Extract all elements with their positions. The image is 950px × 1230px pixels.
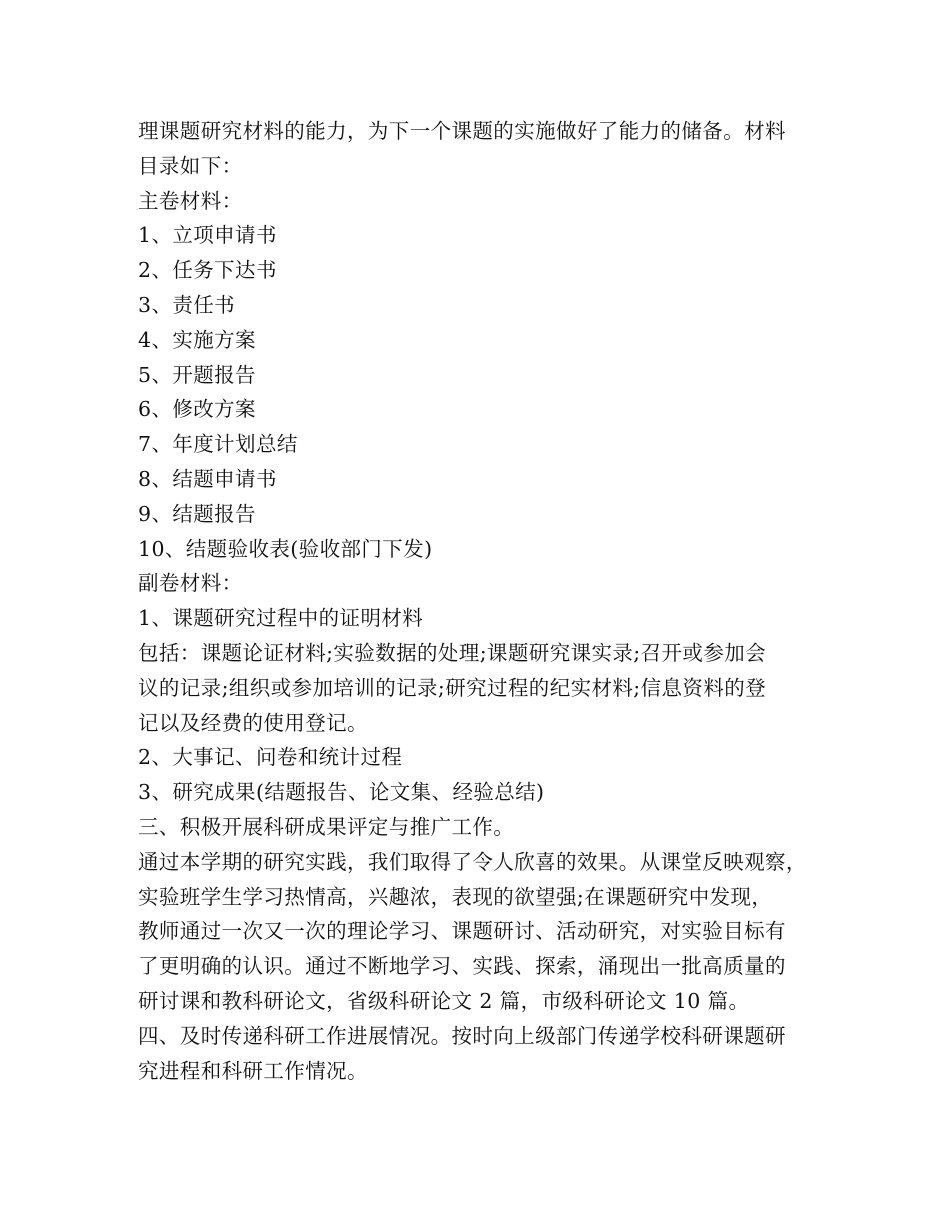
paragraph-line: 目录如下： — [138, 153, 243, 178]
section-heading: 四、及时传递科研工作进展情况。按时向上级部门传递学校科研课题研 — [138, 1023, 786, 1048]
list-item: 2、大事记、问卷和统计过程 — [138, 745, 403, 770]
paragraph-line: 议的记录;组织或参加培训的记录;研究过程的纪实材料;信息资料的登 — [138, 675, 767, 700]
list-item: 1、立项申请书 — [138, 223, 277, 248]
list-item: 3、研究成果(结题报告、论文集、经验总结) — [138, 780, 545, 805]
paragraph-line: 通过本学期的研究实践，我们取得了令人欣喜的效果。从课堂反映观察， — [138, 849, 807, 874]
paragraph-line: 研讨课和教科研论文，省级科研论文 2 篇，市级科研论文 10 篇。 — [138, 988, 750, 1013]
paragraph-line: 理课题研究材料的能力，为下一个课题的实施做好了能力的储备。材料 — [138, 119, 786, 143]
list-item: 6、修改方案 — [138, 397, 256, 422]
paragraph-line: 实验班学生学习热情高，兴趣浓，表现的欲望强;在课题研究中发现， — [138, 884, 773, 909]
paragraph-line: 包括：课题论证材料;实验数据的处理;课题研究课实录;召开或参加会 — [138, 640, 767, 665]
list-item: 8、结题申请书 — [138, 466, 277, 491]
paragraph-line: 究进程和科研工作情况。 — [138, 1058, 368, 1083]
section-heading: 副卷材料： — [138, 571, 243, 596]
list-item: 5、开题报告 — [138, 362, 256, 387]
list-item: 4、实施方案 — [138, 327, 256, 352]
section-heading: 主卷材料： — [138, 188, 243, 213]
paragraph-line: 了更明确的认识。通过不断地学习、实践、探索，涌现出一批高质量的 — [138, 954, 786, 979]
list-item: 10、结题验收表(验收部门下发) — [138, 536, 433, 561]
paragraph-line: 记以及经费的使用登记。 — [138, 710, 368, 735]
document-body — [138, 114, 818, 1088]
list-item: 7、年度计划总结 — [138, 432, 298, 457]
list-item: 9、结题报告 — [138, 501, 256, 526]
list-item: 2、任务下达书 — [138, 258, 277, 283]
list-item: 3、责任书 — [138, 292, 236, 317]
section-heading: 三、积极开展科研成果评定与推广工作。 — [138, 814, 515, 839]
list-item: 1、课题研究过程中的证明材料 — [138, 606, 424, 631]
paragraph-line: 教师通过一次又一次的理论学习、课题研讨、活动研究，对实验目标有 — [138, 919, 786, 944]
